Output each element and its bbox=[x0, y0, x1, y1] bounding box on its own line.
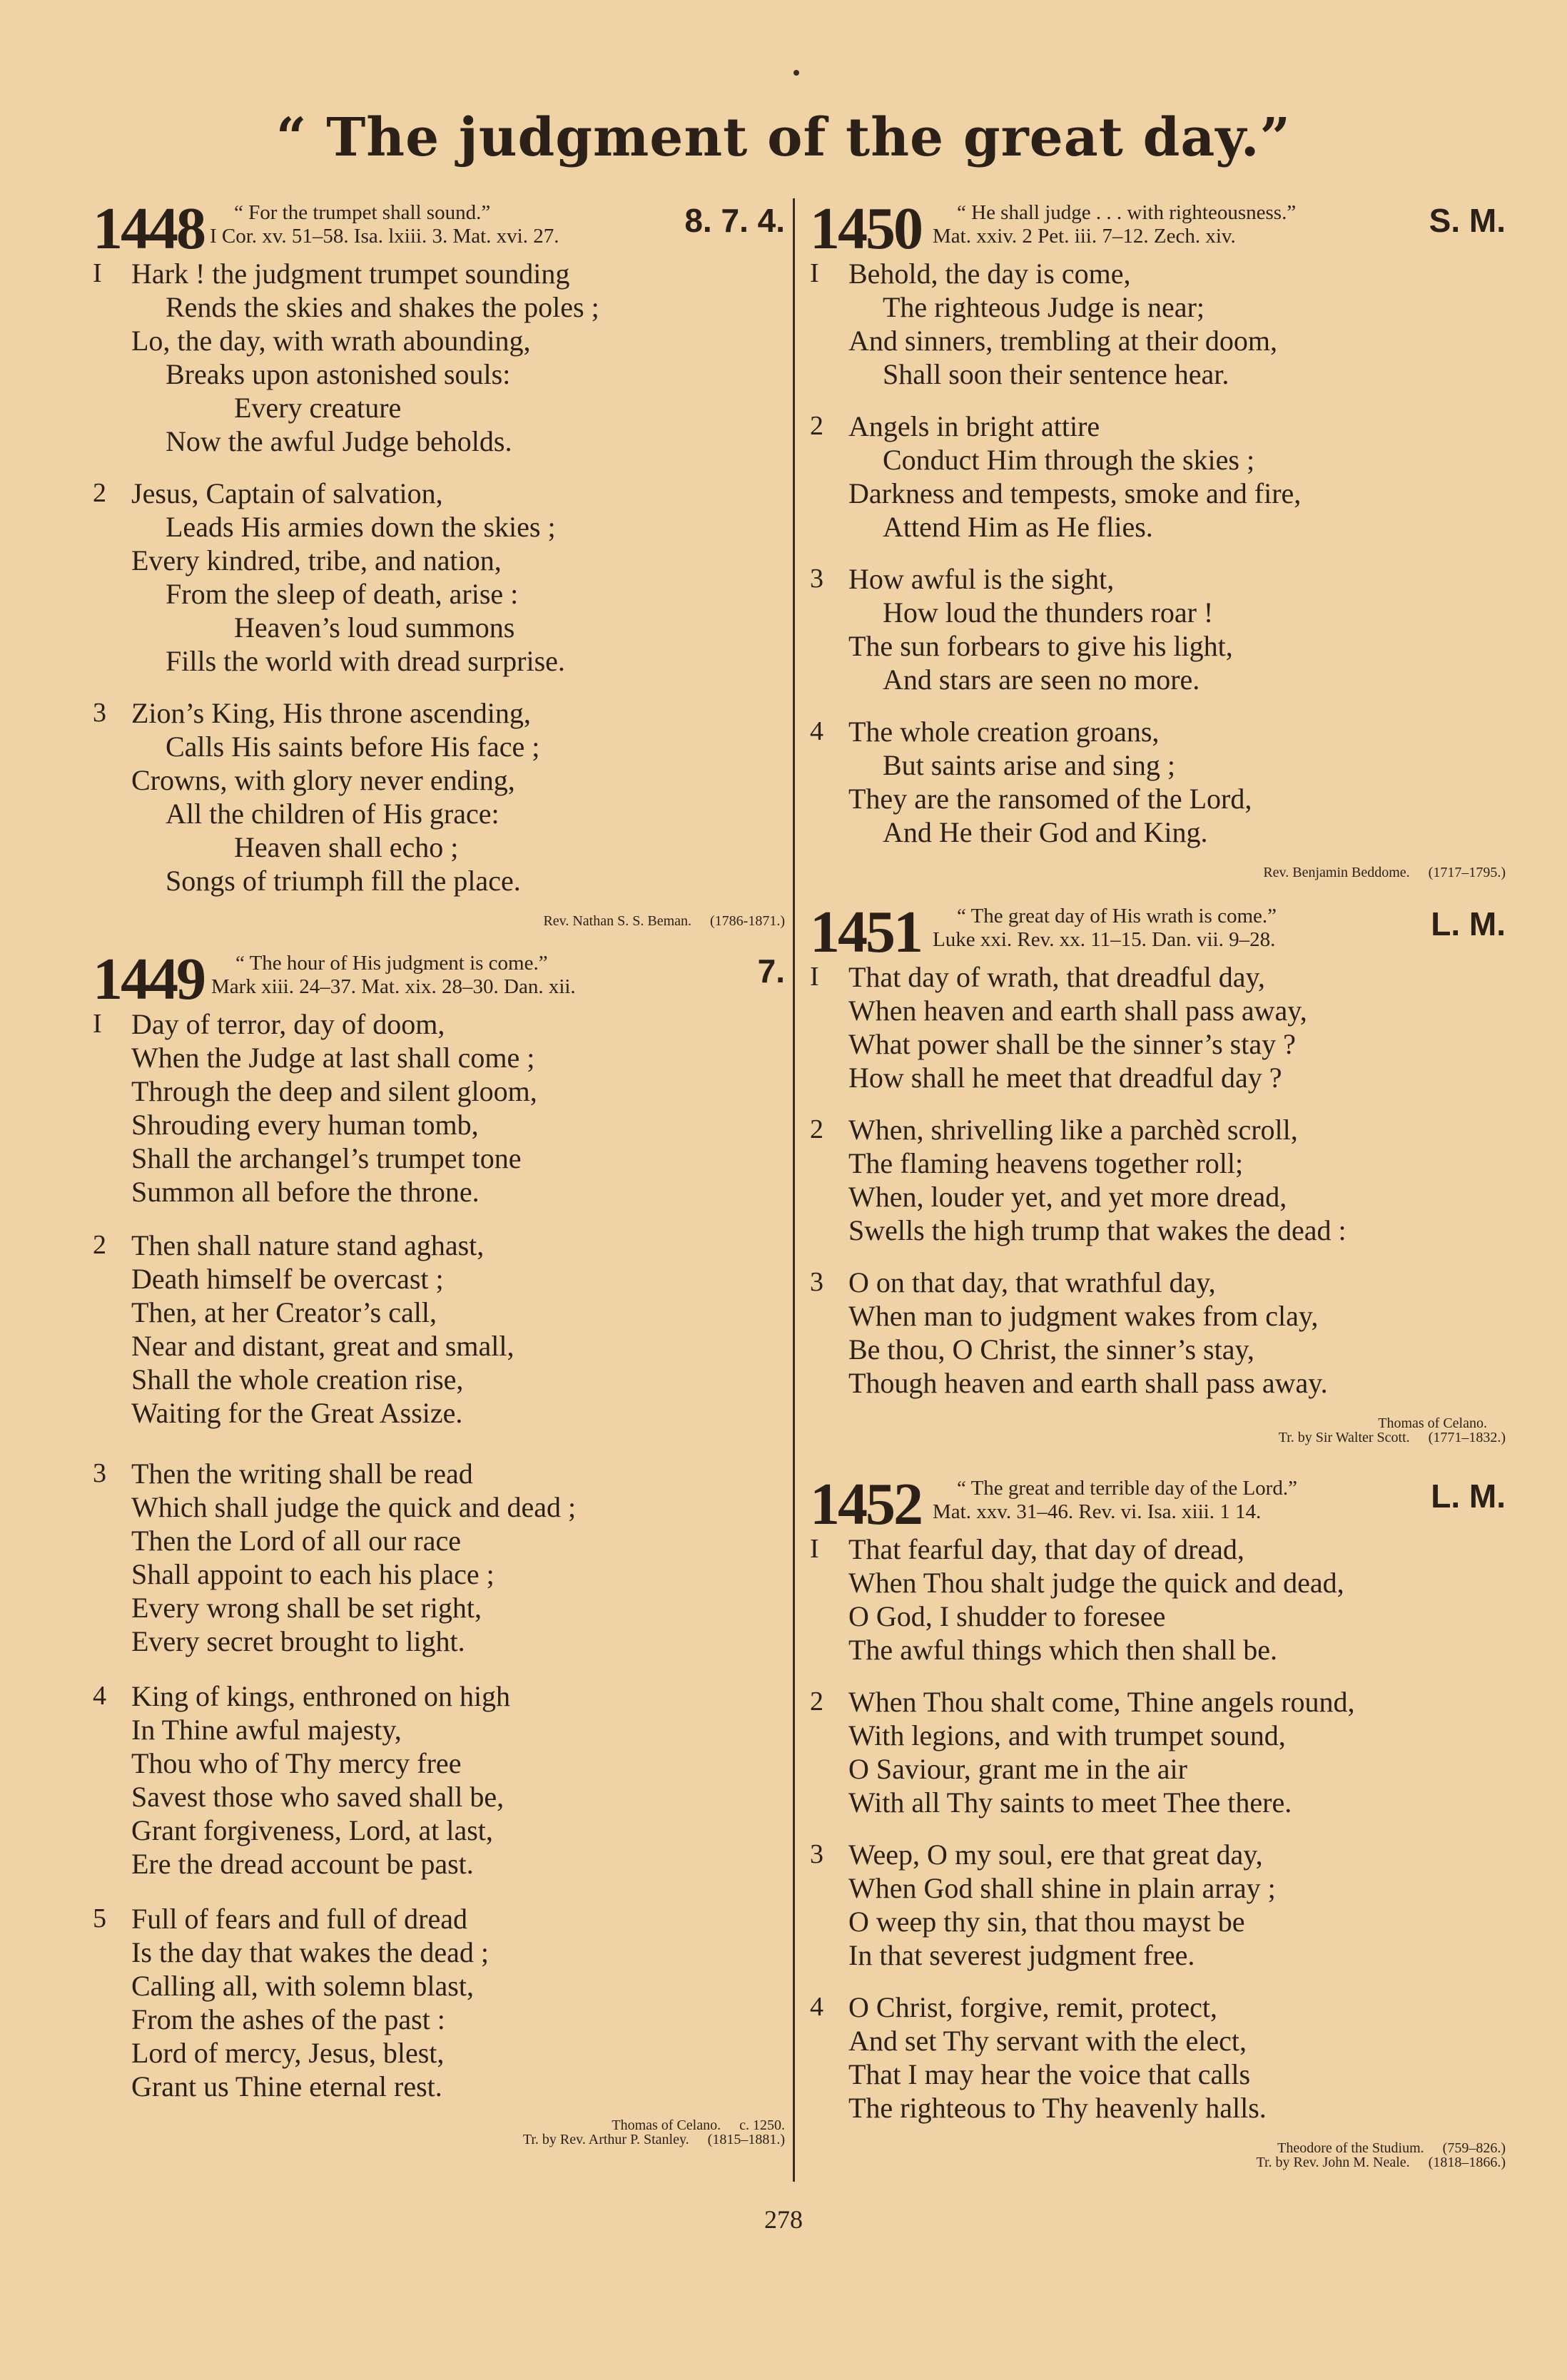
hymn-line: With legions, and with trumpet sound, bbox=[848, 1719, 1286, 1751]
hymn-line: How loud the thunders roar ! bbox=[883, 596, 1214, 629]
hymn-line: Though heaven and earth shall pass away. bbox=[848, 1367, 1328, 1399]
stanza-number: 3 bbox=[810, 1839, 823, 1869]
hymn-line: Thou who of Thy mercy free bbox=[131, 1747, 462, 1779]
stanza-number: 3 bbox=[810, 564, 823, 594]
stanza-number: 4 bbox=[810, 716, 823, 746]
hymn-scripture-refs: I Cor. xv. 51–58. Isa. lxiii. 3. Mat. xvi. 27. bbox=[210, 225, 559, 248]
page-number: 278 bbox=[764, 2205, 803, 2234]
hymn-text-heading: “ The great and terrible day of the Lord.” bbox=[957, 1477, 1297, 1500]
hymn-line: Shall appoint to each his place ; bbox=[131, 1558, 495, 1590]
hymn-line: King of kings, enthroned on high bbox=[131, 1680, 511, 1712]
hymn-line: O God, I shudder to foresee bbox=[848, 1600, 1166, 1632]
hymn-header bbox=[810, 899, 1506, 965]
stanza bbox=[810, 1113, 1506, 1247]
hymn-line: Heaven shall echo ; bbox=[234, 831, 459, 863]
hymn-line: And sinners, trembling at their doom, bbox=[848, 325, 1278, 357]
hymn-line: They are the ransomed of the Lord, bbox=[848, 783, 1252, 815]
hymn-line: When heaven and earth shall pass away, bbox=[848, 995, 1307, 1027]
stanza-number: 2 bbox=[810, 411, 823, 441]
hymn-line: O weep thy sin, that thou mayst be bbox=[848, 1906, 1245, 1938]
hymn-line: In Thine awful majesty, bbox=[131, 1714, 402, 1746]
hymn-line: The awful things which then shall be. bbox=[848, 1634, 1277, 1666]
hymn-meter: L. M. bbox=[1431, 1478, 1506, 1515]
hymn-number: 1450 bbox=[810, 195, 921, 262]
hymn-line: From the sleep of death, arise : bbox=[166, 578, 519, 610]
hymn-line: That day of wrath, that dreadful day, bbox=[848, 961, 1265, 993]
hymn-header bbox=[93, 195, 785, 262]
hymn-line: Which shall judge the quick and dead ; bbox=[131, 1491, 577, 1523]
hymn-credit bbox=[810, 1428, 1506, 1447]
hymn-line: The flaming heavens together roll; bbox=[848, 1147, 1244, 1179]
hymn-line: When man to judgment wakes from clay, bbox=[848, 1300, 1319, 1332]
hymn-line: In that severest judgment free. bbox=[848, 1939, 1195, 1971]
hymn-line: That fearful day, that day of dread, bbox=[848, 1533, 1244, 1565]
hymn-number: 1452 bbox=[810, 1471, 921, 1537]
hymn-line: Every wrong shall be set right, bbox=[131, 1592, 482, 1624]
hymn-text-heading: “ The hour of His judgment is come.” bbox=[235, 952, 548, 975]
hymn-line: Full of fears and full of dread bbox=[131, 1903, 467, 1935]
hymn-number: 1449 bbox=[93, 946, 204, 1012]
hymn-line: Every kindred, tribe, and nation, bbox=[131, 544, 502, 576]
stanza bbox=[810, 1838, 1506, 1972]
hymn-text-heading: “ The great day of His wrath is come.” bbox=[957, 905, 1277, 927]
hymn-line: And He their God and King. bbox=[883, 816, 1208, 848]
stanza-number: I bbox=[810, 962, 819, 992]
hymn-line: Weep, O my soul, ere that great day, bbox=[848, 1839, 1263, 1871]
hymn-line: Behold, the day is come, bbox=[848, 258, 1131, 290]
stanza bbox=[810, 562, 1506, 696]
stanza bbox=[93, 696, 785, 897]
scripture-references bbox=[933, 905, 1277, 952]
hymn-line: Zion’s King, His throne ascending, bbox=[131, 697, 531, 729]
hymn-line: Is the day that wakes the dead ; bbox=[131, 1936, 489, 1968]
hymn-line: What power shall be the sinner’s stay ? bbox=[848, 1028, 1296, 1060]
hymn-header bbox=[810, 1471, 1506, 1537]
stanza bbox=[93, 477, 785, 678]
stanza-number: 3 bbox=[810, 1267, 823, 1297]
hymn-line: Angels in bright attire bbox=[848, 410, 1100, 442]
hymn-line: Then the Lord of all our race bbox=[131, 1525, 462, 1557]
hymn-line: Death himself be overcast ; bbox=[131, 1263, 444, 1295]
hymn-line: That I may hear the voice that calls bbox=[848, 2058, 1251, 2090]
hymn-line: O on that day, that wrathful day, bbox=[848, 1266, 1216, 1298]
stanza-number: 3 bbox=[93, 1458, 106, 1488]
hymn bbox=[810, 195, 1506, 882]
hymn-line: The sun forbears to give his light, bbox=[848, 630, 1233, 662]
author-name: Tr. by Rev. John M. Neale. bbox=[1256, 2155, 1410, 2170]
hymn-header bbox=[810, 195, 1506, 262]
hymn-line: Near and distant, great and small, bbox=[131, 1330, 514, 1362]
hymn-line: When Thou shalt judge the quick and dead, bbox=[848, 1567, 1344, 1599]
stanza-number: 5 bbox=[93, 1903, 106, 1933]
author-dates: (1786-1871.) bbox=[710, 913, 785, 929]
author-name: Theodore of the Studium. bbox=[1277, 2140, 1424, 2156]
stanza bbox=[93, 1229, 785, 1430]
stanza-number: I bbox=[93, 1009, 102, 1039]
hymn-header bbox=[93, 946, 785, 1012]
hymn-line: Ere the dread account be past. bbox=[131, 1848, 474, 1880]
hymn-line: Swells the high trump that wakes the dead : bbox=[848, 1214, 1347, 1246]
hymn-line: Hark ! the judgment trumpet sounding bbox=[131, 258, 570, 290]
hymn-line: Crowns, with glory never ending, bbox=[131, 764, 515, 796]
author-dates: c. 1250. bbox=[739, 2117, 785, 2133]
stanza bbox=[93, 1679, 785, 1881]
stanza bbox=[810, 1532, 1506, 1667]
hymn-line: Then, at her Creator’s call, bbox=[131, 1296, 437, 1328]
hymn-line: Then the writing shall be read bbox=[131, 1458, 473, 1490]
hymn-number: 1451 bbox=[810, 899, 921, 965]
hymn-line: The righteous to Thy heavenly halls. bbox=[848, 2092, 1267, 2124]
hymn-number: 1448 bbox=[93, 195, 204, 262]
page-title: “ The judgment of the great day.” bbox=[275, 107, 1292, 168]
author-name: Rev. Nathan S. S. Beman. bbox=[543, 913, 692, 929]
hymn-line: Songs of triumph fill the place. bbox=[166, 865, 521, 897]
hymn-line: Through the deep and silent gloom, bbox=[131, 1075, 537, 1107]
hymn-credit bbox=[810, 863, 1506, 882]
author-name: Tr. by Rev. Arthur P. Stanley. bbox=[522, 2132, 689, 2147]
hymn-line: When God shall shine in plain array ; bbox=[848, 1872, 1276, 1904]
author-name: Rev. Benjamin Beddome. bbox=[1263, 865, 1410, 880]
hymn-line: Conduct Him through the skies ; bbox=[883, 444, 1255, 476]
scripture-references bbox=[933, 1477, 1297, 1524]
hymn-credit bbox=[810, 2153, 1506, 2172]
hymn-line: Grant us Thine eternal rest. bbox=[131, 2070, 442, 2102]
stanza-number: I bbox=[93, 258, 102, 288]
hymn-line: Calls His saints before His face ; bbox=[166, 731, 540, 763]
stanza bbox=[93, 1457, 785, 1658]
stanza-number: 2 bbox=[93, 1230, 106, 1260]
hymn-line: O Saviour, grant me in the air bbox=[848, 1753, 1187, 1785]
hymn-line: And set Thy servant with the elect, bbox=[848, 2025, 1247, 2057]
stanza-number: 2 bbox=[810, 1114, 823, 1144]
stanza-number: 4 bbox=[810, 1992, 823, 2022]
stanza bbox=[810, 960, 1506, 1094]
hymn-line: Jesus, Captain of salvation, bbox=[131, 477, 443, 509]
hymn-line: Summon all before the throne. bbox=[131, 1176, 480, 1208]
hymn-line: Shall the archangel’s trumpet tone bbox=[131, 1142, 522, 1174]
hymn-scripture-refs: Luke xxi. Rev. xx. 11–15. Dan. vii. 9–28. bbox=[933, 928, 1276, 951]
stanza bbox=[93, 1902, 785, 2103]
hymn-line: And stars are seen no more. bbox=[883, 663, 1200, 696]
right-column bbox=[810, 195, 1506, 2172]
hymn-line: When, shrivelling like a parchèd scroll, bbox=[848, 1114, 1298, 1146]
hymn-line: The righteous Judge is near; bbox=[883, 291, 1205, 323]
stanza-number: 2 bbox=[810, 1687, 823, 1717]
author-dates: (1815–1881.) bbox=[707, 2132, 785, 2147]
hymn-line: When, louder yet, and yet more dread, bbox=[848, 1181, 1287, 1213]
hymn-meter: S. M. bbox=[1429, 202, 1506, 239]
stanza-number: 2 bbox=[93, 478, 106, 508]
stanza bbox=[810, 1685, 1506, 1819]
scripture-references bbox=[933, 201, 1296, 248]
stanza bbox=[810, 257, 1506, 391]
hymn-line: Shall the whole creation rise, bbox=[131, 1363, 464, 1395]
hymn-scripture-refs: Mat. xxv. 31–46. Rev. vi. Isa. xiii. 1 14. bbox=[933, 1500, 1262, 1523]
hymn-line: When Thou shalt come, Thine angels round, bbox=[848, 1686, 1355, 1718]
hymn-line: Shrouding every human tomb, bbox=[131, 1109, 479, 1141]
scripture-references bbox=[211, 952, 576, 999]
hymn-line: Rends the skies and shakes the poles ; bbox=[166, 291, 599, 323]
author-name: Tr. by Sir Walter Scott. bbox=[1278, 1430, 1410, 1445]
hymn bbox=[93, 946, 785, 2149]
hymn-line: Day of terror, day of doom, bbox=[131, 1008, 445, 1040]
stanza bbox=[810, 715, 1506, 849]
hymn-line: All the children of His grace: bbox=[166, 798, 499, 830]
hymn-line: Every creature bbox=[234, 392, 402, 424]
stanza bbox=[93, 257, 785, 458]
hymn-line: When the Judge at last shall come ; bbox=[131, 1042, 535, 1074]
stanza-number: I bbox=[810, 1534, 819, 1564]
hymn-line: Every secret brought to light. bbox=[131, 1625, 465, 1657]
hymn-line: Now the awful Judge beholds. bbox=[166, 425, 512, 457]
hymn-line: Lo, the day, with wrath abounding, bbox=[131, 325, 531, 357]
hymn bbox=[810, 899, 1506, 1447]
stanza bbox=[93, 1007, 785, 1209]
stanza-number: 4 bbox=[93, 1681, 106, 1711]
printer-mark bbox=[793, 70, 799, 76]
author-dates: (759–826.) bbox=[1442, 2140, 1506, 2156]
hymn-line: The whole creation groans, bbox=[848, 716, 1160, 748]
hymn-text-heading: “ For the trumpet shall sound.” bbox=[234, 201, 491, 224]
hymn-line: Then shall nature stand aghast, bbox=[131, 1229, 485, 1261]
stanza-number: 3 bbox=[93, 698, 106, 728]
hymn-line: Savest those who saved shall be, bbox=[131, 1781, 504, 1813]
hymn-line: With all Thy saints to meet Thee there. bbox=[848, 1786, 1292, 1819]
column-divider bbox=[793, 198, 795, 2182]
hymn-line: Attend Him as He flies. bbox=[883, 511, 1153, 543]
left-column bbox=[93, 195, 785, 2149]
hymn-text-heading: “ He shall judge . . . with righteousness.” bbox=[957, 201, 1297, 224]
hymn-credit bbox=[93, 2130, 785, 2149]
hymn-scripture-refs: Mark xiii. 24–37. Mat. xix. 28–30. Dan. xii. bbox=[211, 975, 576, 998]
stanza bbox=[810, 410, 1506, 544]
stanza-number: I bbox=[810, 258, 819, 288]
hymn-line: O Christ, forgive, remit, protect, bbox=[848, 1991, 1217, 2023]
hymn bbox=[93, 195, 785, 930]
stanza bbox=[810, 1266, 1506, 1400]
author-name: Thomas of Celano. bbox=[612, 2117, 721, 2133]
stanza bbox=[810, 1990, 1506, 2125]
hymn-line: Grant forgiveness, Lord, at last, bbox=[131, 1814, 493, 1846]
hymn-line: Heaven’s loud summons bbox=[234, 611, 515, 644]
hymn-line: How awful is the sight, bbox=[848, 563, 1115, 595]
hymn-meter: 7. bbox=[757, 952, 785, 990]
hymn-line: Shall soon their sentence hear. bbox=[883, 358, 1229, 390]
author-dates: (1717–1795.) bbox=[1428, 865, 1506, 880]
hymn-line: But saints arise and sing ; bbox=[883, 749, 1175, 781]
hymn-line: Be thou, O Christ, the sinner’s stay, bbox=[848, 1333, 1254, 1366]
hymn bbox=[810, 1471, 1506, 2172]
hymn-scripture-refs: Mat. xxiv. 2 Pet. iii. 7–12. Zech. xiv. bbox=[933, 225, 1236, 248]
hymn-line: Calling all, with solemn blast, bbox=[131, 1970, 474, 2002]
hymn-line: Lord of mercy, Jesus, blest, bbox=[131, 2037, 445, 2069]
hymn-line: Leads His armies down the skies ; bbox=[166, 511, 556, 543]
author-dates: (1771–1832.) bbox=[1428, 1430, 1506, 1445]
hymn-line: How shall he meet that dreadful day ? bbox=[848, 1062, 1282, 1094]
scripture-references bbox=[210, 201, 559, 248]
hymn-meter: L. M. bbox=[1431, 905, 1506, 942]
hymn-line: Fills the world with dread surprise. bbox=[166, 645, 565, 677]
hymn-line: Waiting for the Great Assize. bbox=[131, 1397, 463, 1429]
hymn-credit bbox=[93, 912, 785, 930]
hymn-line: From the ashes of the past : bbox=[131, 2003, 445, 2035]
author-dates: (1818–1866.) bbox=[1428, 2155, 1506, 2170]
hymn-meter: 8. 7. 4. bbox=[684, 202, 785, 239]
hymn-line: Darkness and tempests, smoke and fire, bbox=[848, 477, 1302, 509]
hymn-line: Breaks upon astonished souls: bbox=[166, 358, 511, 390]
author-name: Thomas of Celano. bbox=[1378, 1415, 1487, 1431]
